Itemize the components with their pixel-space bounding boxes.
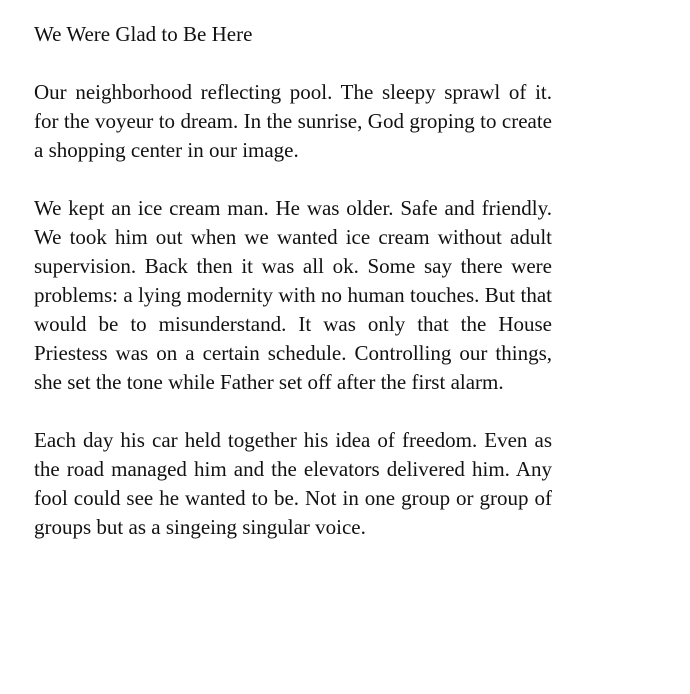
paragraph-3: Each day his car held together his idea of freedom. Even as the road managed him and the elevators delivered him. Any fool could see he wanted to be. Not in one group or group of groups but as a singeing singular voice.	[34, 428, 552, 539]
paragraph-1: Our neighborhood reflecting pool. The sleepy sprawl of it. for the voyeur to dream. In the sunrise, God groping to create a shopping center in our image.	[34, 80, 552, 162]
poem-title: We Were Glad to Be Here	[34, 22, 253, 46]
paragraph-2: We kept an ice cream man. He was older. Safe and friendly. We took him out when we wanted ice cream without adult supervision. Back then it was all ok. Some say there were problems: a lying modernity with no human touches. But that would be to misunderstand. It was only that the House Priestess was on a certain schedule. Controlling our things, she set the tone while Father set off after the first alarm.	[34, 196, 552, 394]
document-page	[34, 20, 552, 542]
